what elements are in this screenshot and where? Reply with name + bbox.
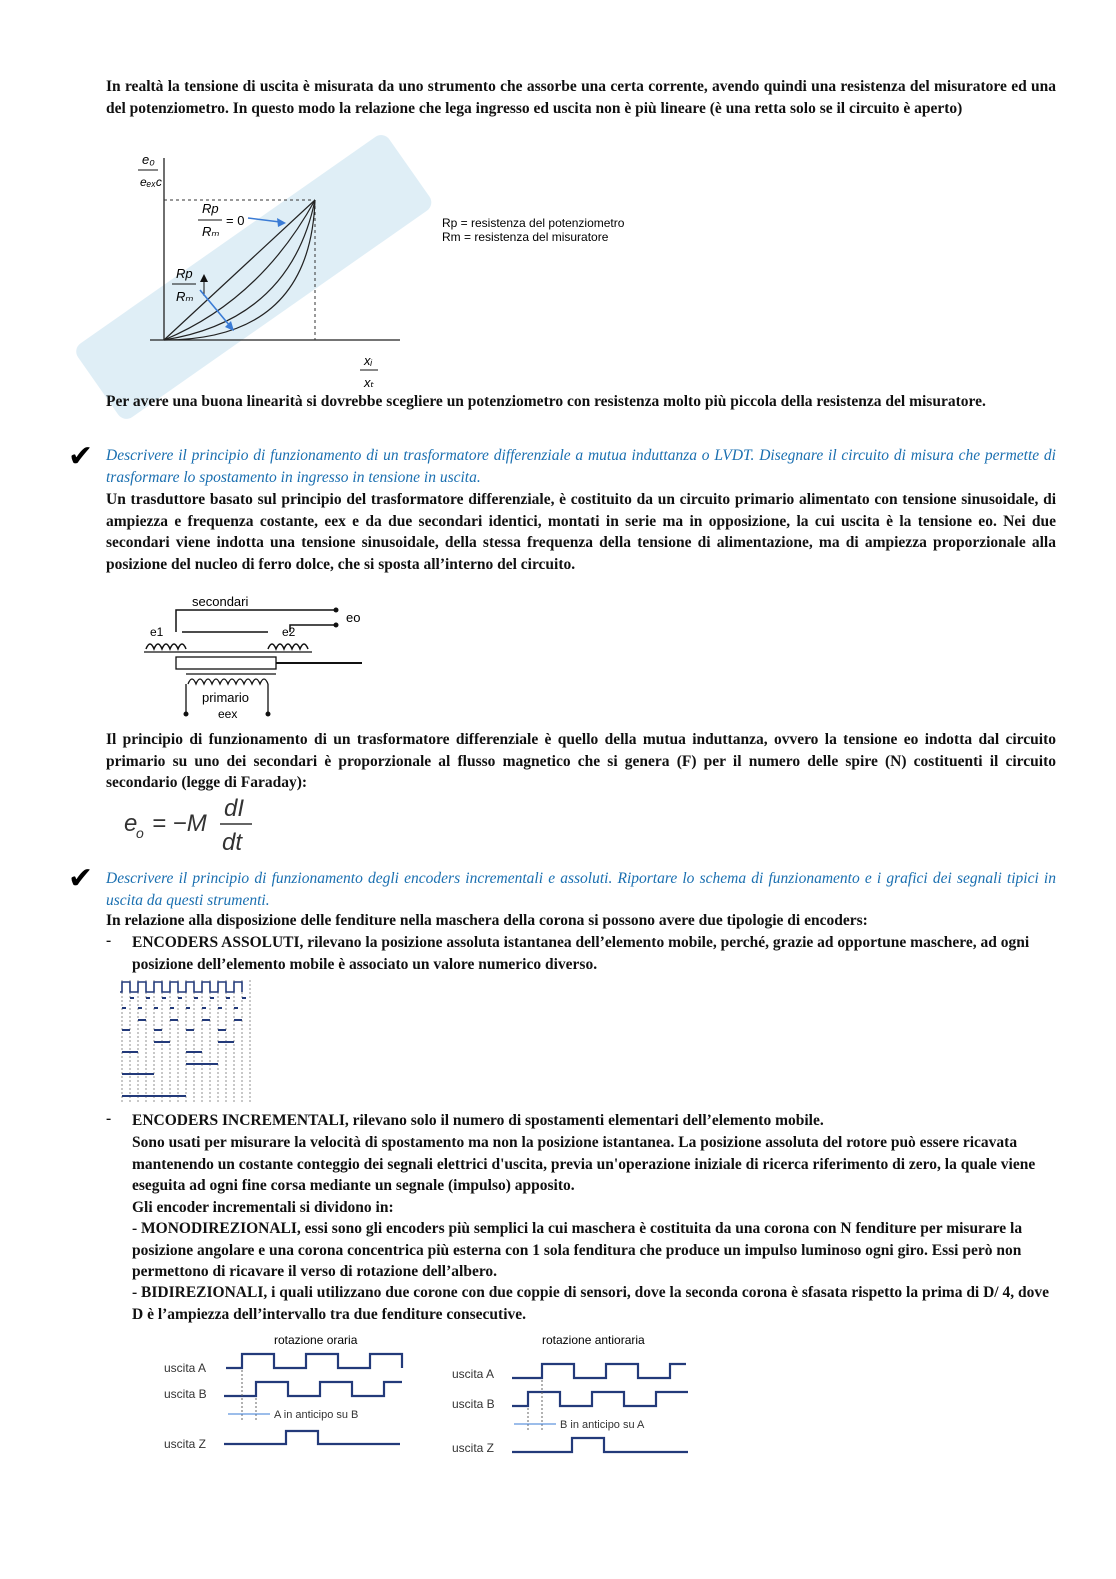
e1-label: e1: [150, 625, 164, 639]
primario-label: primario: [202, 690, 249, 705]
monodirectional-item: - MONODIREZIONALI, essi sono gli encoders più semplici la cui maschera è costituita da una corona con N fenditure per misurare la posizione angolare e una corona concentrica più esterna con 1 sola fenditura che produce un impulso luminoso ogni giro. Essi però non permettono di ricavare il verso di rotazione dell’albero.: [132, 1220, 1023, 1280]
absolute-encoder-pattern: [118, 978, 256, 1106]
check-mark-icon: ✔: [68, 861, 94, 896]
formula-eq: = −M: [152, 810, 207, 837]
formula-den: dt: [222, 829, 243, 856]
paragraph-mutual-inductance: Il principio di funzionamento di un trasformatore differenziale è quello della mutua induttanza, ovvero la tensione eo indotta dal circuito primario su uno dei secondari è proporzionale al flusso magnetico che si genera (F) per il numero delle spire (N) costituenti il circuito secondario (legge di Faraday):: [106, 731, 1056, 791]
rm-label-1: Rₘ: [202, 224, 220, 239]
y-label-num: e₀: [142, 152, 155, 167]
cw-note: A in anticipo su B: [274, 1409, 359, 1421]
formula-lhs: e: [124, 810, 138, 837]
eex-label: eex: [218, 707, 238, 721]
cw-uscita-a: uscita A: [164, 1361, 207, 1375]
bullet-dash: -: [106, 1110, 112, 1127]
lvdt-diagram: [140, 594, 370, 724]
faraday-formula: [118, 794, 278, 856]
incremental-encoders-item: ENCODERS INCREMENTALI, rilevano solo il numero di spostamenti elementari dell’elemento mobile.: [132, 1112, 824, 1129]
paragraph-lvdt-description: Un trasduttore basato sul principio del trasformatore differenziale, è costituito da un circuito primario alimentato con tensione sinusoidale, di ampiezza e frequenza costante, eex e da due secondari identici, montati in serie ma in opposizione, la cui uscita è la tensione eo. Nei due secondari viene indotta una tensione sinusoidale, della stessa frequenza della tensione di alimentazione, ma di ampiezza proporzionale alla posizione del nucleo di ferro dolce, che si sposta all’interno del circuito.: [106, 491, 1056, 573]
paragraph-output-voltage: In realtà la tensione di uscita è misurata da uno strumento che assorbe una certa corrente, avendo quindi una resistenza del misuratore ed una del potenziometro. In questo modo la relazione che lega ingresso ed uscita non è più lineare (è una retta solo se il circuito è aperto): [106, 78, 1056, 117]
paragraph-encoder-types: In relazione alla disposizione delle fenditure nella maschera della corona si possono avere due tipologie di encoders:: [106, 912, 868, 929]
eq-zero-label: = 0: [226, 213, 245, 228]
rp-label-2: Rp: [176, 266, 193, 281]
check-mark-icon: ✔: [68, 439, 94, 474]
incremental-encoders-intro: Gli encoder incrementali si dividono in:: [132, 1199, 394, 1216]
question-encoders: Descrivere il principio di funzionamento degli encoders incrementali e assoluti. Riportare lo schema di funzionamento e i grafici dei segnali tipici in uscita da questi strumenti.: [106, 870, 1056, 909]
bidirectional-item: - BIDIREZIONALI, i quali utilizzano due corone con due coppie di sensori, dove la seconda corona è sfasata rispetto la prima di D/ 4, dove D è l’ampiezza dell’intervallo tra due fenditure consecutive.: [132, 1284, 1049, 1323]
e2-label: e2: [282, 625, 296, 639]
secondari-label: secondari: [192, 594, 249, 609]
ccw-uscita-z: uscita Z: [452, 1441, 495, 1455]
legend-rp: Rp = resistenza del potenziometro: [442, 216, 625, 230]
absolute-encoders-item: ENCODERS ASSOLUTI, rilevano la posizione assoluta istantanea dell’elemento mobile, perché, grazie ad opportune maschere, ad ogni posizione dell’elemento mobile è associato un valore numerico diverso.: [132, 934, 1030, 973]
paragraph-linearity: Per avere una buona linearità si dovrebbe scegliere un potenziometro con resistenza molto più piccola della resistenza del misuratore.: [106, 393, 986, 410]
ccw-title: rotazione antioraria: [542, 1333, 645, 1347]
cw-uscita-b: uscita B: [164, 1387, 207, 1401]
incremental-encoders-text: Sono usati per misurare la velocità di spostamento ma non la posizione istantanea. La posizione assoluta del rotore può essere ricavata mantenendo un costante conteggio dei segnali elettrici d'uscita, previa un'operazione iniziale di ricerca riferimento di zero, la quale viene eseguita ad ogni fine corsa mediante un segnale (impulso) apposito.: [132, 1134, 1036, 1194]
formula-sub: o: [136, 825, 144, 841]
x-label-num: xᵢ: [364, 353, 373, 368]
rp-label-1: Rp: [202, 201, 219, 216]
legend-rm: Rm = resistenza del misuratore: [442, 230, 609, 244]
encoder-bit-wave: [120, 982, 242, 992]
cw-uscita-z: uscita Z: [164, 1437, 207, 1451]
ccw-note: B in anticipo su A: [560, 1419, 645, 1431]
eo-label: eo: [346, 610, 361, 625]
y-label-den: eₑₓc: [140, 175, 162, 189]
x-label-den: xₜ: [364, 375, 375, 390]
cw-title: rotazione oraria: [274, 1333, 358, 1347]
potentiometer-graph: [130, 150, 650, 395]
ccw-uscita-b: uscita B: [452, 1397, 495, 1411]
bullet-dash: -: [106, 932, 112, 949]
rm-label-2: Rₘ: [176, 289, 194, 304]
ccw-uscita-a: uscita A: [452, 1367, 495, 1381]
formula-num: dI: [224, 795, 245, 822]
question-lvdt: Descrivere il principio di funzionamento di un trasformatore differenziale a mutua induttanza o LVDT. Disegnare il circuito di misura che permette di trasformare lo spostamento in ingresso in tensione in uscita.: [106, 447, 1056, 486]
incremental-timing-diagrams: [150, 1330, 710, 1465]
